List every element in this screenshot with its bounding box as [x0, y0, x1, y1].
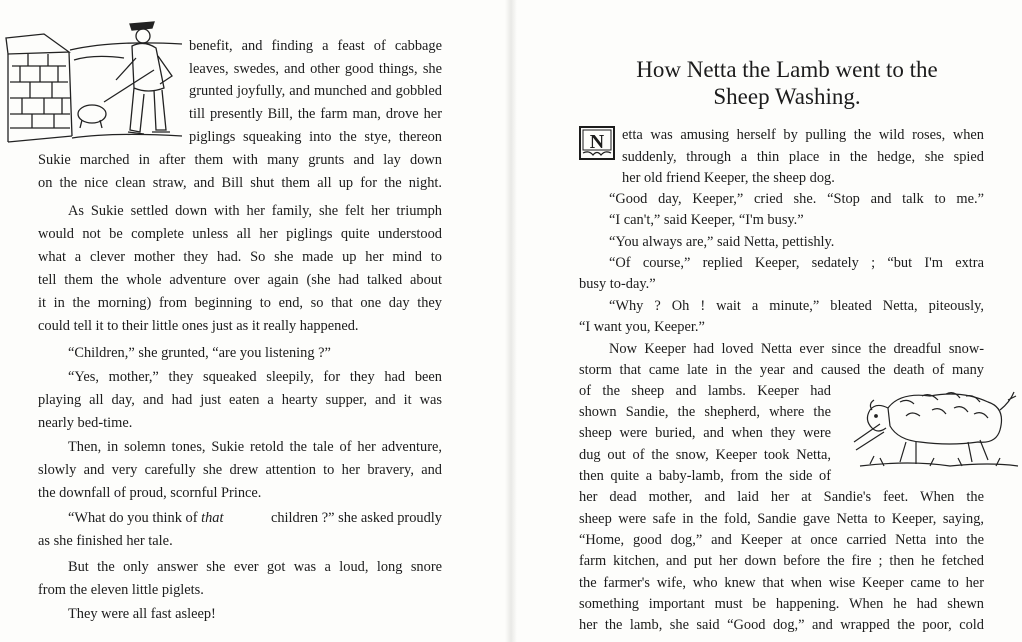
text-line: But the only answer she ever got was a loud, long snore	[68, 559, 442, 575]
text-line: “You always are,” said Netta, pettishly.	[609, 234, 835, 250]
text-line: “Yes, mother,” they squeaked sleepily, for they had been	[68, 369, 442, 385]
text-line: tell them the whole adventure over again (she had talked about	[38, 272, 442, 288]
left-page	[0, 0, 505, 642]
text-fragment: “What do you think of	[68, 510, 202, 526]
drop-cap-letter: N	[589, 131, 605, 153]
chapter-title-line-2: Sheep Washing.	[713, 84, 861, 109]
text-line: it in the morning) from beginning to end, so that one day they	[38, 295, 442, 311]
text-line: of the sheep and lambs. Keeper had	[579, 383, 831, 399]
text-line-emphasis	[68, 509, 442, 527]
text-line: storm that came late in the year and caused the death of many	[579, 362, 984, 378]
text-line: Sukie marched in after them with many grunts and lay down	[38, 152, 442, 168]
chapter-title-line-1: How Netta the Lamb went to the	[636, 57, 938, 82]
text-line: farm kitchen, and put her down before the fire ; then he fetched	[579, 553, 984, 569]
farmer-illustration	[4, 10, 186, 150]
text-line: “Good day, Keeper,” cried she. “Stop and talk to me.”	[609, 191, 984, 207]
text-line: Then, in solemn tones, Sukie retold the tale of her adventure,	[68, 439, 442, 455]
text-line: “Of course,” replied Keeper, sedately ; “but I'm extra	[609, 255, 984, 271]
text-line: As Sukie settled down with her family, she felt her triumph	[68, 203, 442, 219]
text-line: etta was amusing herself by pulling the wild roses, when	[622, 127, 984, 143]
text-line: “I can't,” said Keeper, “I'm busy.”	[609, 212, 804, 228]
text-line: what a clever mother they had. So she made up her mind to	[38, 249, 442, 265]
text-line: something important must be happening. When he had shewn	[579, 596, 984, 612]
text-line: “Why ? Oh ! wait a minute,” bleated Netta, piteously,	[609, 298, 984, 314]
text-fragment: children ?” she asked proudly	[270, 510, 442, 526]
text-line: from the eleven little piglets.	[38, 582, 204, 598]
text-line: her old friend Keeper, the sheep dog.	[622, 170, 835, 186]
book-gutter	[505, 0, 517, 642]
text-line: would not be complete unless all her piglings quite understood	[38, 226, 442, 242]
right-page	[517, 0, 1022, 642]
text-line: “Children,” she grunted, “are you listening ?”	[68, 345, 331, 361]
text-line: playing all day, and had just eaten a hearty supper, and it was	[38, 392, 442, 408]
text-line: Now Keeper had loved Netta ever since the dreadful snow-	[609, 341, 984, 357]
text-line: grunted joyfully, and munched and gobbled	[189, 83, 442, 99]
text-line: benefit, and finding a feast of cabbage	[189, 38, 442, 54]
text-line: “Home, good dog,” and Keeper at once carried Netta into the	[579, 532, 984, 548]
text-line: suddenly, through a thin place in the hedge, she spied	[622, 149, 984, 165]
text-line: then quite a baby-lamb, from the side of	[579, 468, 831, 484]
italic-word: that	[201, 510, 224, 526]
drop-cap-frame	[579, 126, 615, 160]
text-line: her dead mother, and laid her at Sandie's feet. When the	[579, 489, 984, 505]
text-line: till presently Bill, the farm man, drove her	[189, 106, 442, 122]
text-line: nearly bed-time.	[38, 415, 133, 431]
text-line: slowly and very carefully she drew attention to her bravery, and	[38, 462, 442, 478]
sheep-illustration	[850, 380, 1020, 474]
text-line: the downfall of proud, scornful Prince.	[38, 485, 262, 501]
text-line: “I want you, Keeper.”	[579, 319, 705, 335]
text-line: as she finished her tale.	[38, 533, 173, 549]
text-line: on the nice clean straw, and Bill shut them all up for the night.	[38, 175, 442, 191]
text-line: sheep were safe in the fold, Sandie gave Netta to Keeper, saying,	[579, 511, 984, 527]
text-line: shown Sandie, the shepherd, where the	[579, 404, 831, 420]
text-line: busy to-day.”	[579, 276, 656, 292]
text-line: her the lamb, she said “Good dog,” and wrapped the poor, cold	[579, 617, 984, 633]
text-line: sheep were buried, and when they were	[579, 425, 831, 441]
text-line: leaves, swedes, and other good things, she	[189, 61, 442, 77]
text-line: could tell it to their little ones just as it really happened.	[38, 318, 359, 334]
text-line: dug out of the snow, Keeper took Netta,	[579, 447, 831, 463]
text-line: the farmer's wife, who knew that when wise Keeper came to her	[579, 575, 984, 591]
text-line: They were all fast asleep!	[68, 606, 216, 622]
text-line: piglings squeaking into the stye, thereon	[189, 129, 442, 145]
